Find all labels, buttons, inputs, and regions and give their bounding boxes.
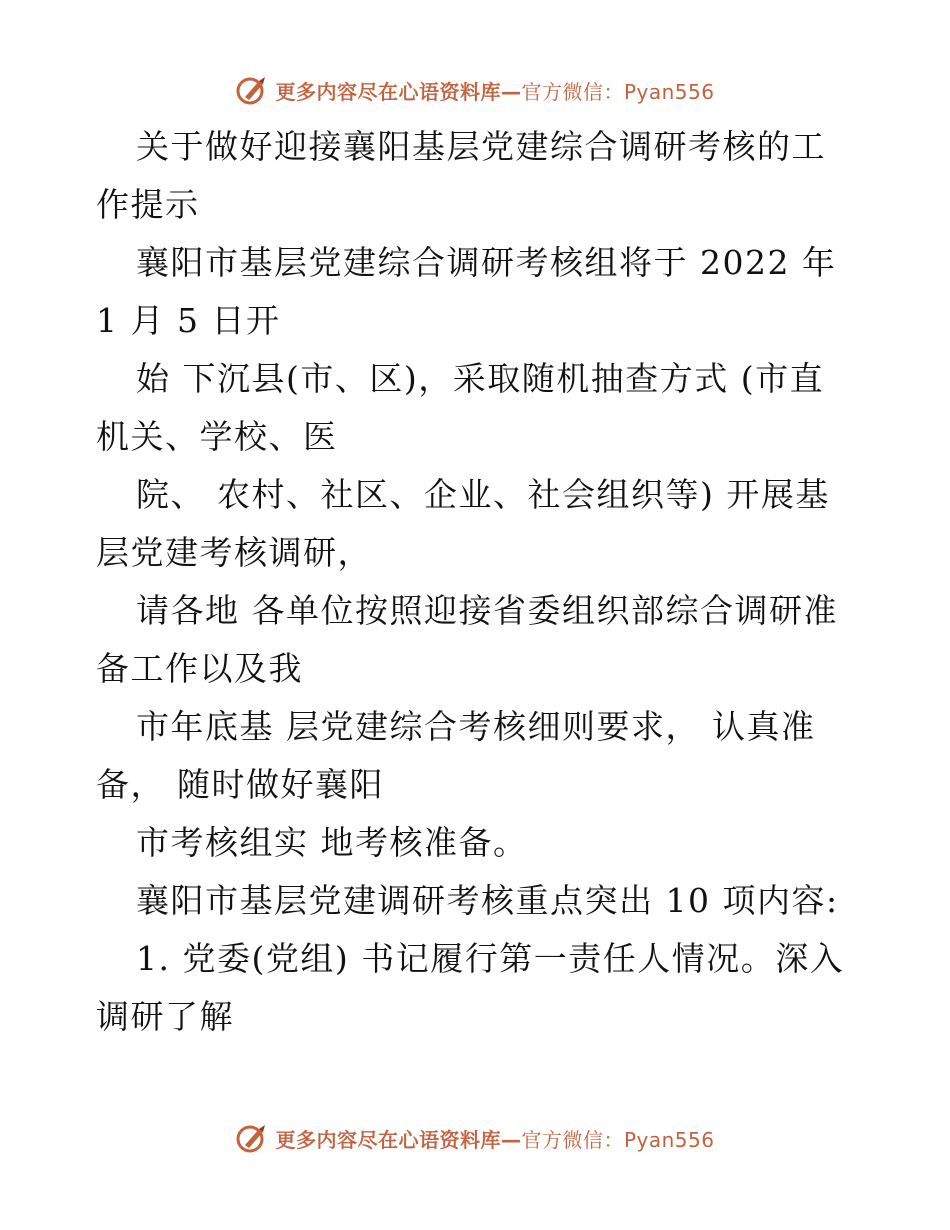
paragraph: 始 下沉县(市、区)，采取随机抽查方式 (市直机关、学校、医: [96, 359, 825, 456]
header-watermark: [0, 70, 950, 110]
paragraph: 襄阳市基层党建综合调研考核组将于 2022 年 1 月 5 日开: [96, 243, 837, 340]
paragraph: 襄阳市基层党建调研考核重点突出 10 项内容:: [136, 881, 839, 920]
document-title: 关于做好迎接襄阳基层党建综合调研考核的工作提示: [96, 127, 826, 224]
watermark-text: 更多内容尽在心语资料库—官方微信：Pyan556: [275, 1127, 715, 1152]
watermark-text: 更多内容尽在心语资料库—官方微信：Pyan556: [275, 79, 715, 104]
paragraph: 请各地 各单位按照迎接省委组织部综合调研准备工作以及我: [96, 591, 838, 688]
document-body: [96, 118, 856, 1046]
paragraph: 院、 农村、社区、企业、社会组织等) 开展基层党建考核调研，: [96, 475, 830, 572]
footer-watermark: [0, 1118, 950, 1158]
brand-logo-icon: [235, 73, 269, 107]
paragraph: 1. 党委(党组) 书记履行第一责任人情况。深入调研了解: [96, 939, 845, 1036]
brand-logo-icon: [235, 1121, 269, 1155]
paragraph: 市考核组实 地考核准备。: [136, 823, 528, 862]
paragraph: 市年底基 层党建综合考核细则要求， 认真准备， 随时做好襄阳: [96, 707, 816, 804]
